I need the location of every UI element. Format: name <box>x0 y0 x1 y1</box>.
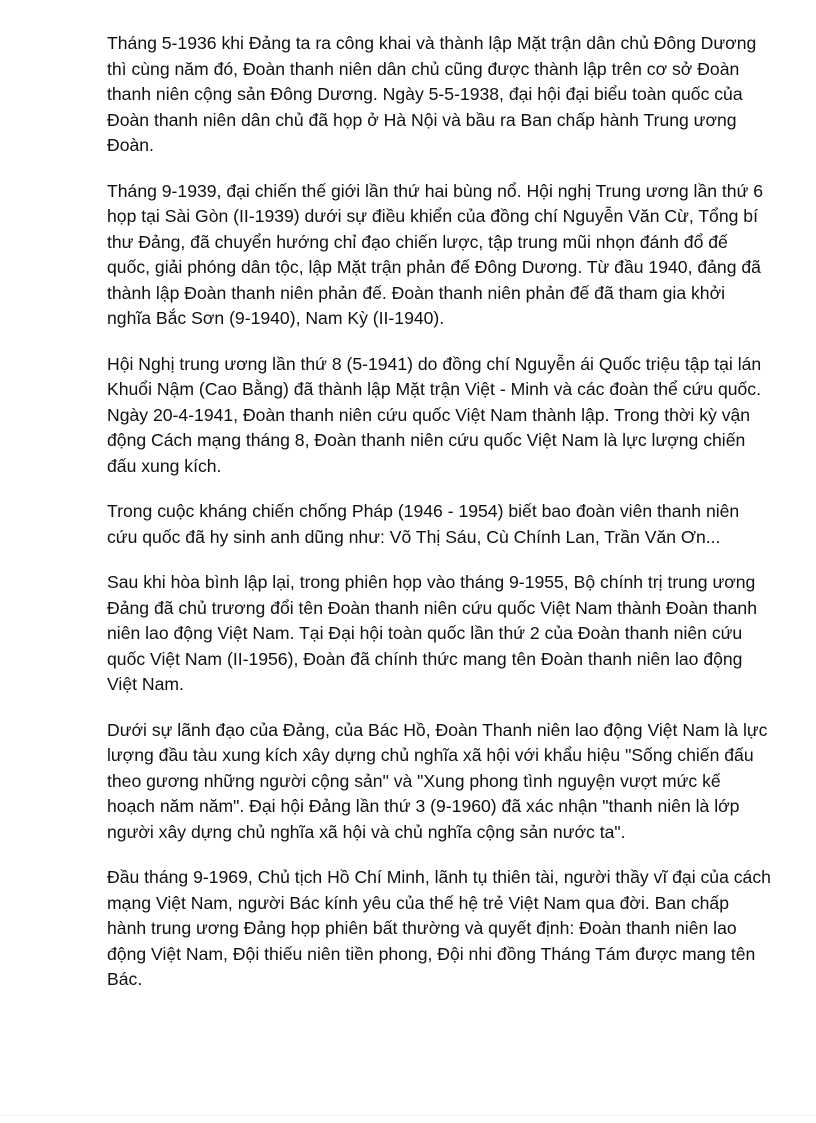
paragraph-1941-cuu-quoc: Hội Nghị trung ương lần thứ 8 (5-1941) do đồng chí Nguyễn ái Quốc triệu tập tại lán Khuổi Nậm (Cao Bằng) đã thành lập Mặt trận Việt - Minh và các đoàn thể cứu quốc. Ngày 20-4-1941, Đoàn thanh niên cứu quốc Việt Nam thành lập. Trong thời kỳ vận động Cách mạng tháng 8, Đoàn thanh niên cứu quốc Việt Nam là lực lượng chiến đấu xung kích. <box>107 353 762 476</box>
paragraph-1955-lao-dong: Sau khi hòa bình lập lại, trong phiên họp vào tháng 9-1955, Bộ chính trị trung ương Đảng đã chủ trương đổi tên Đoàn thanh niên cứu quốc Việt Nam thành Đoàn thanh niên lao động Việt Nam. Tại Đại hội toàn quốc lần thứ 2 của Đoàn thanh niên cứu quốc Việt Nam (II-1956), Đoàn đã chính thức mang tên Đoàn thanh niên lao động Việt Nam. <box>107 572 758 694</box>
document-body <box>107 31 771 1013</box>
paragraph-khang-chien-chong-phap: Trong cuộc kháng chiến chống Pháp (1946 - 1954) biết bao đoàn viên thanh niên cứu quốc đã hy sinh anh dũng như: Võ Thị Sáu, Cù Chính Lan, Trần Văn Ơn... <box>107 501 740 547</box>
paragraph-1936-dan-chu: Tháng 5-1936 khi Đảng ta ra công khai và thành lập Mặt trận dân chủ Đông Dương thì cùng năm đó, Đoàn thanh niên dân chủ cũng được thành lập trên cơ sở Đoàn thanh niên cộng sản Đông Dương. Ngày 5-5-1938, đại hội đại biểu toàn quốc của Đoàn thanh niên dân chủ đã họp ở Hà Nội và bầu ra Ban chấp hành Trung ương Đoàn. <box>107 33 757 155</box>
paragraph-1939-phan-de: Tháng 9-1939, đại chiến thế giới lần thứ hai bùng nổ. Hội nghị Trung ương lần thứ 6 họp tại Sài Gòn (II-1939) dưới sự điều khiển của đồng chí Nguyễn Văn Cừ, Tổng bí thư Đảng, đã chuyển hướng chỉ đạo chiến lược, tập trung mũi nhọn đánh đổ đế quốc, giải phóng dân tộc, lập Mặt trận phản đế Đông Dương. Từ đầu 1940, đảng đã thành lập Đoàn thanh niên phản đế. Đoàn thanh niên phản đế đã tham gia khởi nghĩa Bắc Sơn (9-1940), Nam Kỳ (II-1940). <box>107 180 764 328</box>
paragraph-1969-mang-ten-bac: Đầu tháng 9-1969, Chủ tịch Hồ Chí Minh, lãnh tụ thiên tài, người thầy vĩ đại của cách mạng Việt Nam, người Bác kính yêu của thế hệ trẻ Việt Nam qua đời. Ban chấp hành trung ương Đảng họp phiên bất thường và quyết định: Đoàn thanh niên lao động Việt Nam, Đội thiếu niên tiền phong, Đội nhi đồng Tháng Tám được mang tên Bác. <box>107 867 771 989</box>
paragraph-xay-dung-cnxh: Dưới sự lãnh đạo của Đảng, của Bác Hồ, Đoàn Thanh niên lao động Việt Nam là lực lượng đầu tàu xung kích xây dựng chủ nghĩa xã hội với khẩu hiệu "Sống chiến đấu theo gương những người cộng sản" và "Xung phong tình nguyện vượt mức kế hoạch năm năm". Đại hội Đảng lần thứ 3 (9-1960) đã xác nhận "thanh niên là lớp người xây dựng chủ nghĩa xã hội và chủ nghĩa cộng sản nước ta". <box>107 719 768 842</box>
page-bottom-divider <box>0 1115 816 1116</box>
